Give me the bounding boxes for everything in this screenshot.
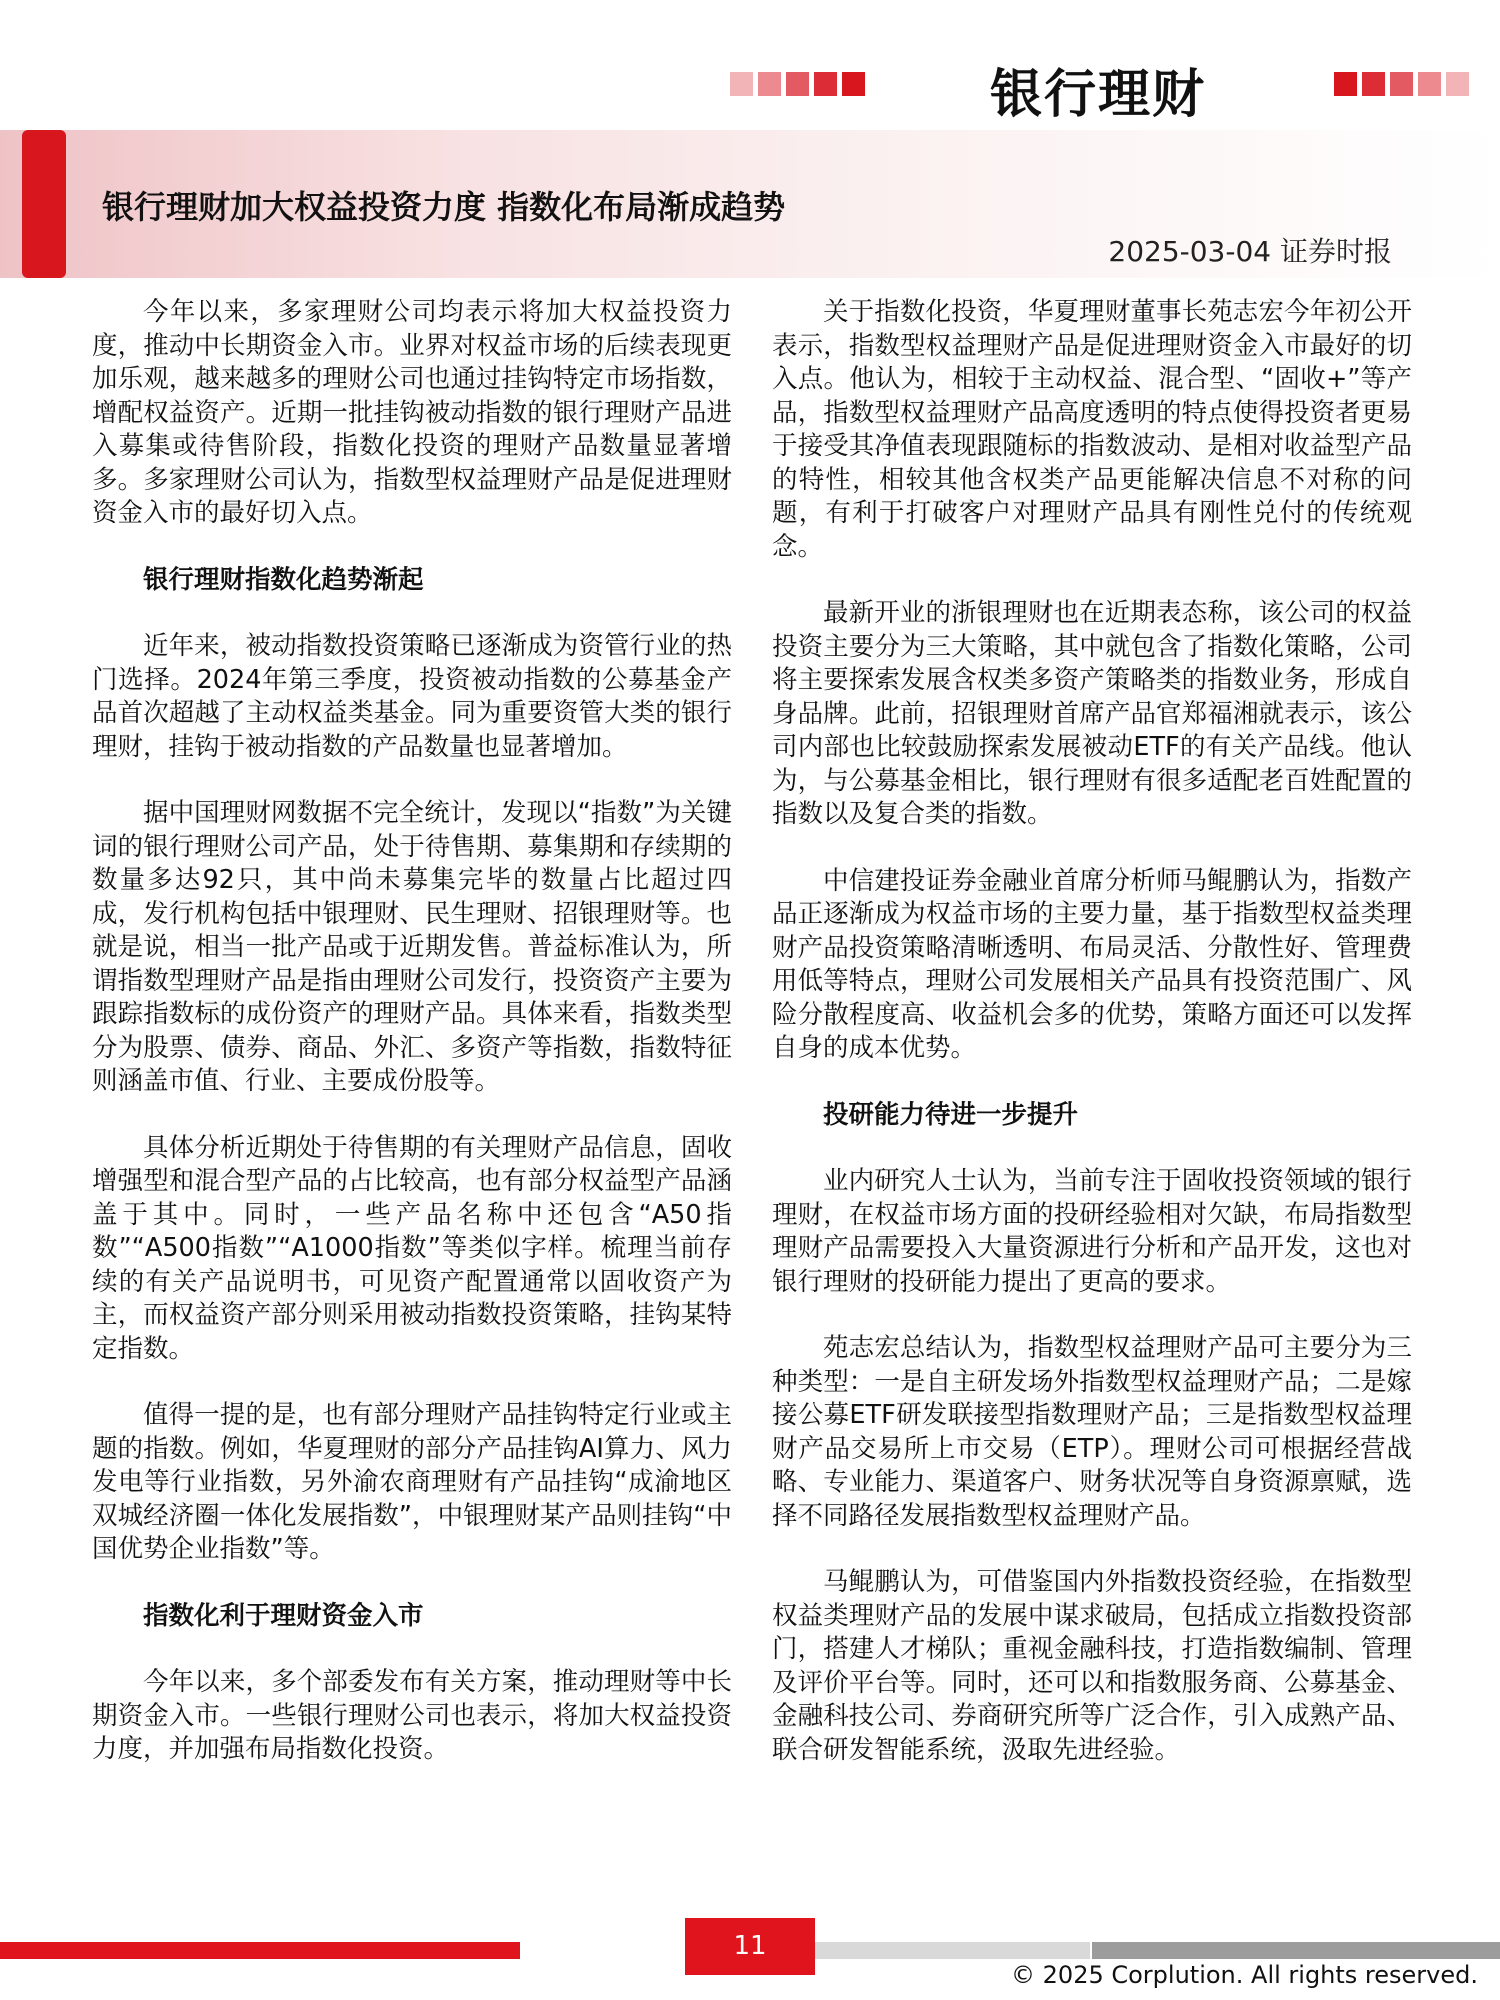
copyright-notice: © 2025 Corplution. All rights reserved. <box>1011 1961 1478 1989</box>
header-decor-left <box>730 72 865 96</box>
banner-accent-bar <box>22 130 66 278</box>
paragraph: 业内研究人士认为，当前专注于固收投资领域的银行理财，在权益市场方面的投研经验相对欠缺，布局指数型理财产品需要投入大量资源进行分析和产品开发，这也对银行理财的投研能力提出了更高的要求。 <box>772 1166 1412 1297</box>
footer-bar-dark <box>1092 1942 1500 1959</box>
decor-square <box>1390 72 1413 96</box>
paragraph: 中信建投证券金融业首席分析师马鲲鹏认为，指数产品正逐渐成为权益市场的主要力量，基于指数型权益类理财产品投资策略清晰透明、布局灵活、分散性好、管理费用低等特点，理财公司发展相关产品具有投资范围广、风险分散程度高、收益机会多的优势，策略方面还可以发挥自身的成本优势。 <box>772 865 1412 1063</box>
decor-square <box>786 72 809 96</box>
decor-square <box>842 72 865 96</box>
subheading: 银行理财指数化趋势渐起 <box>143 564 424 595</box>
decor-square <box>1334 72 1357 96</box>
decor-square <box>758 72 781 96</box>
decor-square <box>1362 72 1385 96</box>
paragraph: 今年以来，多家理财公司均表示将加大权益投资力度，推动中长期资金入市。业界对权益市场的后续表现更加乐观，越来越多的理财公司也通过挂钩特定市场指数，增配权益资产。近期一批挂钩被动指数的银行理财产品进入募集或待售阶段，指数化投资的理财产品数量显著增多。多家理财公司认为，指数型权益理财产品是促进理财资金入市的最好切入点。 <box>92 297 732 528</box>
paragraph: 具体分析近期处于待售期的有关理财产品信息，固收增强型和混合型产品的占比较高，也有部分权益型产品涵盖于其中。同时，一些产品名称中还包含“A50指数”“A500指数”“A1000指数”等类似字样。梳理当前存续的有关产品说明书，可见资产配置通常以固收资产为主，而权益资产部分则采用被动指数投资策略，挂钩某特定指数。 <box>92 1132 732 1364</box>
paragraph: 值得一提的是，也有部分理财产品挂钩特定行业或主题的指数。例如，华夏理财的部分产品挂钩AI算力、风力发电等行业指数，另外渝农商理财有产品挂钩“成渝地区双城经济圈一体化发展指数”，中银理财某产品则挂钩“中国优势企业指数”等。 <box>92 1400 732 1564</box>
paragraph: 苑志宏总结认为，指数型权益理财产品可主要分为三种类型：一是自主研发场外指数型权益理财产品；二是嫁接公募ETF研发联接型指数理财产品；三是指数型权益理财产品交易所上市交易（ETP）。理财公司可根据经营战略、专业能力、渠道客户、财务状况等自身资源禀赋，选择不同路径发展指数型权益理财产品。 <box>772 1333 1412 1531</box>
header-decor-right <box>1334 72 1469 96</box>
decor-square <box>1446 72 1469 96</box>
paragraph: 据中国理财网数据不完全统计，发现以“指数”为关键词的银行理财公司产品，处于待售期、募集期和存续期的数量多达92只，其中尚未募集完毕的数量占比超过四成，发行机构包括中银理财、民生理财、招银理财等。也就是说，相当一批产品或于近期发售。普益标准认为，所谓指数型理财产品是指由理财公司发行，投资资产主要为跟踪指数标的成份资产的理财产品。具体来看，指数类型分为股票、债券、商品、外汇、多资产等指数，指数特征则涵盖市值、行业、主要成份股等。 <box>92 798 732 1096</box>
article-title: 银行理财加大权益投资力度 指数化布局渐成趋势 <box>102 188 786 226</box>
paragraph: 关于指数化投资，华夏理财董事长苑志宏今年初公开表示，指数型权益理财产品是促进理财资金入市最好的切入点。他认为，相较于主动权益、混合型、“固收+”等产品，指数型权益理财产品高度透明的特点使得投资者更易于接受其净值表现跟随标的指数波动、是相对收益型产品的特性，相较其他含权类产品更能解决信息不对称的问题，有利于打破客户对理财产品具有刚性兑付的传统观念。 <box>772 297 1412 562</box>
section-title: 银行理财 <box>990 65 1207 125</box>
article-column-left <box>92 296 732 1800</box>
footer-bar-red <box>0 1942 520 1959</box>
subheading: 投研能力待进一步提升 <box>823 1099 1079 1130</box>
page-number: 11 <box>685 1918 815 1975</box>
paragraph: 马鲲鹏认为，可借鉴国内外指数投资经验，在指数型权益类理财产品的发展中谋求破局，包括成立指数投资部门，搭建人才梯队；重视金融科技，打造指数编制、管理及评价平台等。同时，还可以和指数服务商、公募基金、金融科技公司、券商研究所等广泛合作，引入成熟产品、联合研发智能系统，汲取先进经验。 <box>772 1567 1412 1765</box>
decor-square <box>730 72 753 96</box>
article-dateline: 2025-03-04 证券时报 <box>1108 235 1392 268</box>
footer-bar-grey <box>810 1942 1090 1959</box>
subheading: 指数化利于理财资金入市 <box>143 1600 424 1631</box>
decor-square <box>1418 72 1441 96</box>
article-column-right <box>772 296 1412 1800</box>
paragraph: 最新开业的浙银理财也在近期表态称，该公司的权益投资主要分为三大策略，其中就包含了指数化策略，公司将主要探索发展含权类多资产策略类的指数业务，形成自身品牌。此前，招银理财首席产品官郑福湘就表示，该公司内部也比较鼓励探索发展被动ETF的有关产品线。他认为，与公募基金相比，银行理财有很多适配老百姓配置的指数以及复合类的指数。 <box>772 598 1412 829</box>
decor-square <box>814 72 837 96</box>
paragraph: 近年来，被动指数投资策略已逐渐成为资管行业的热门选择。2024年第三季度，投资被动指数的公募基金产品首次超越了主动权益类基金。同为重要资管大类的银行理财，挂钩于被动指数的产品数量也显著增加。 <box>92 631 732 762</box>
paragraph: 今年以来，多个部委发布有关方案，推动理财等中长期资金入市。一些银行理财公司也表示，将加大权益投资力度，并加强布局指数化投资。 <box>92 1667 732 1764</box>
